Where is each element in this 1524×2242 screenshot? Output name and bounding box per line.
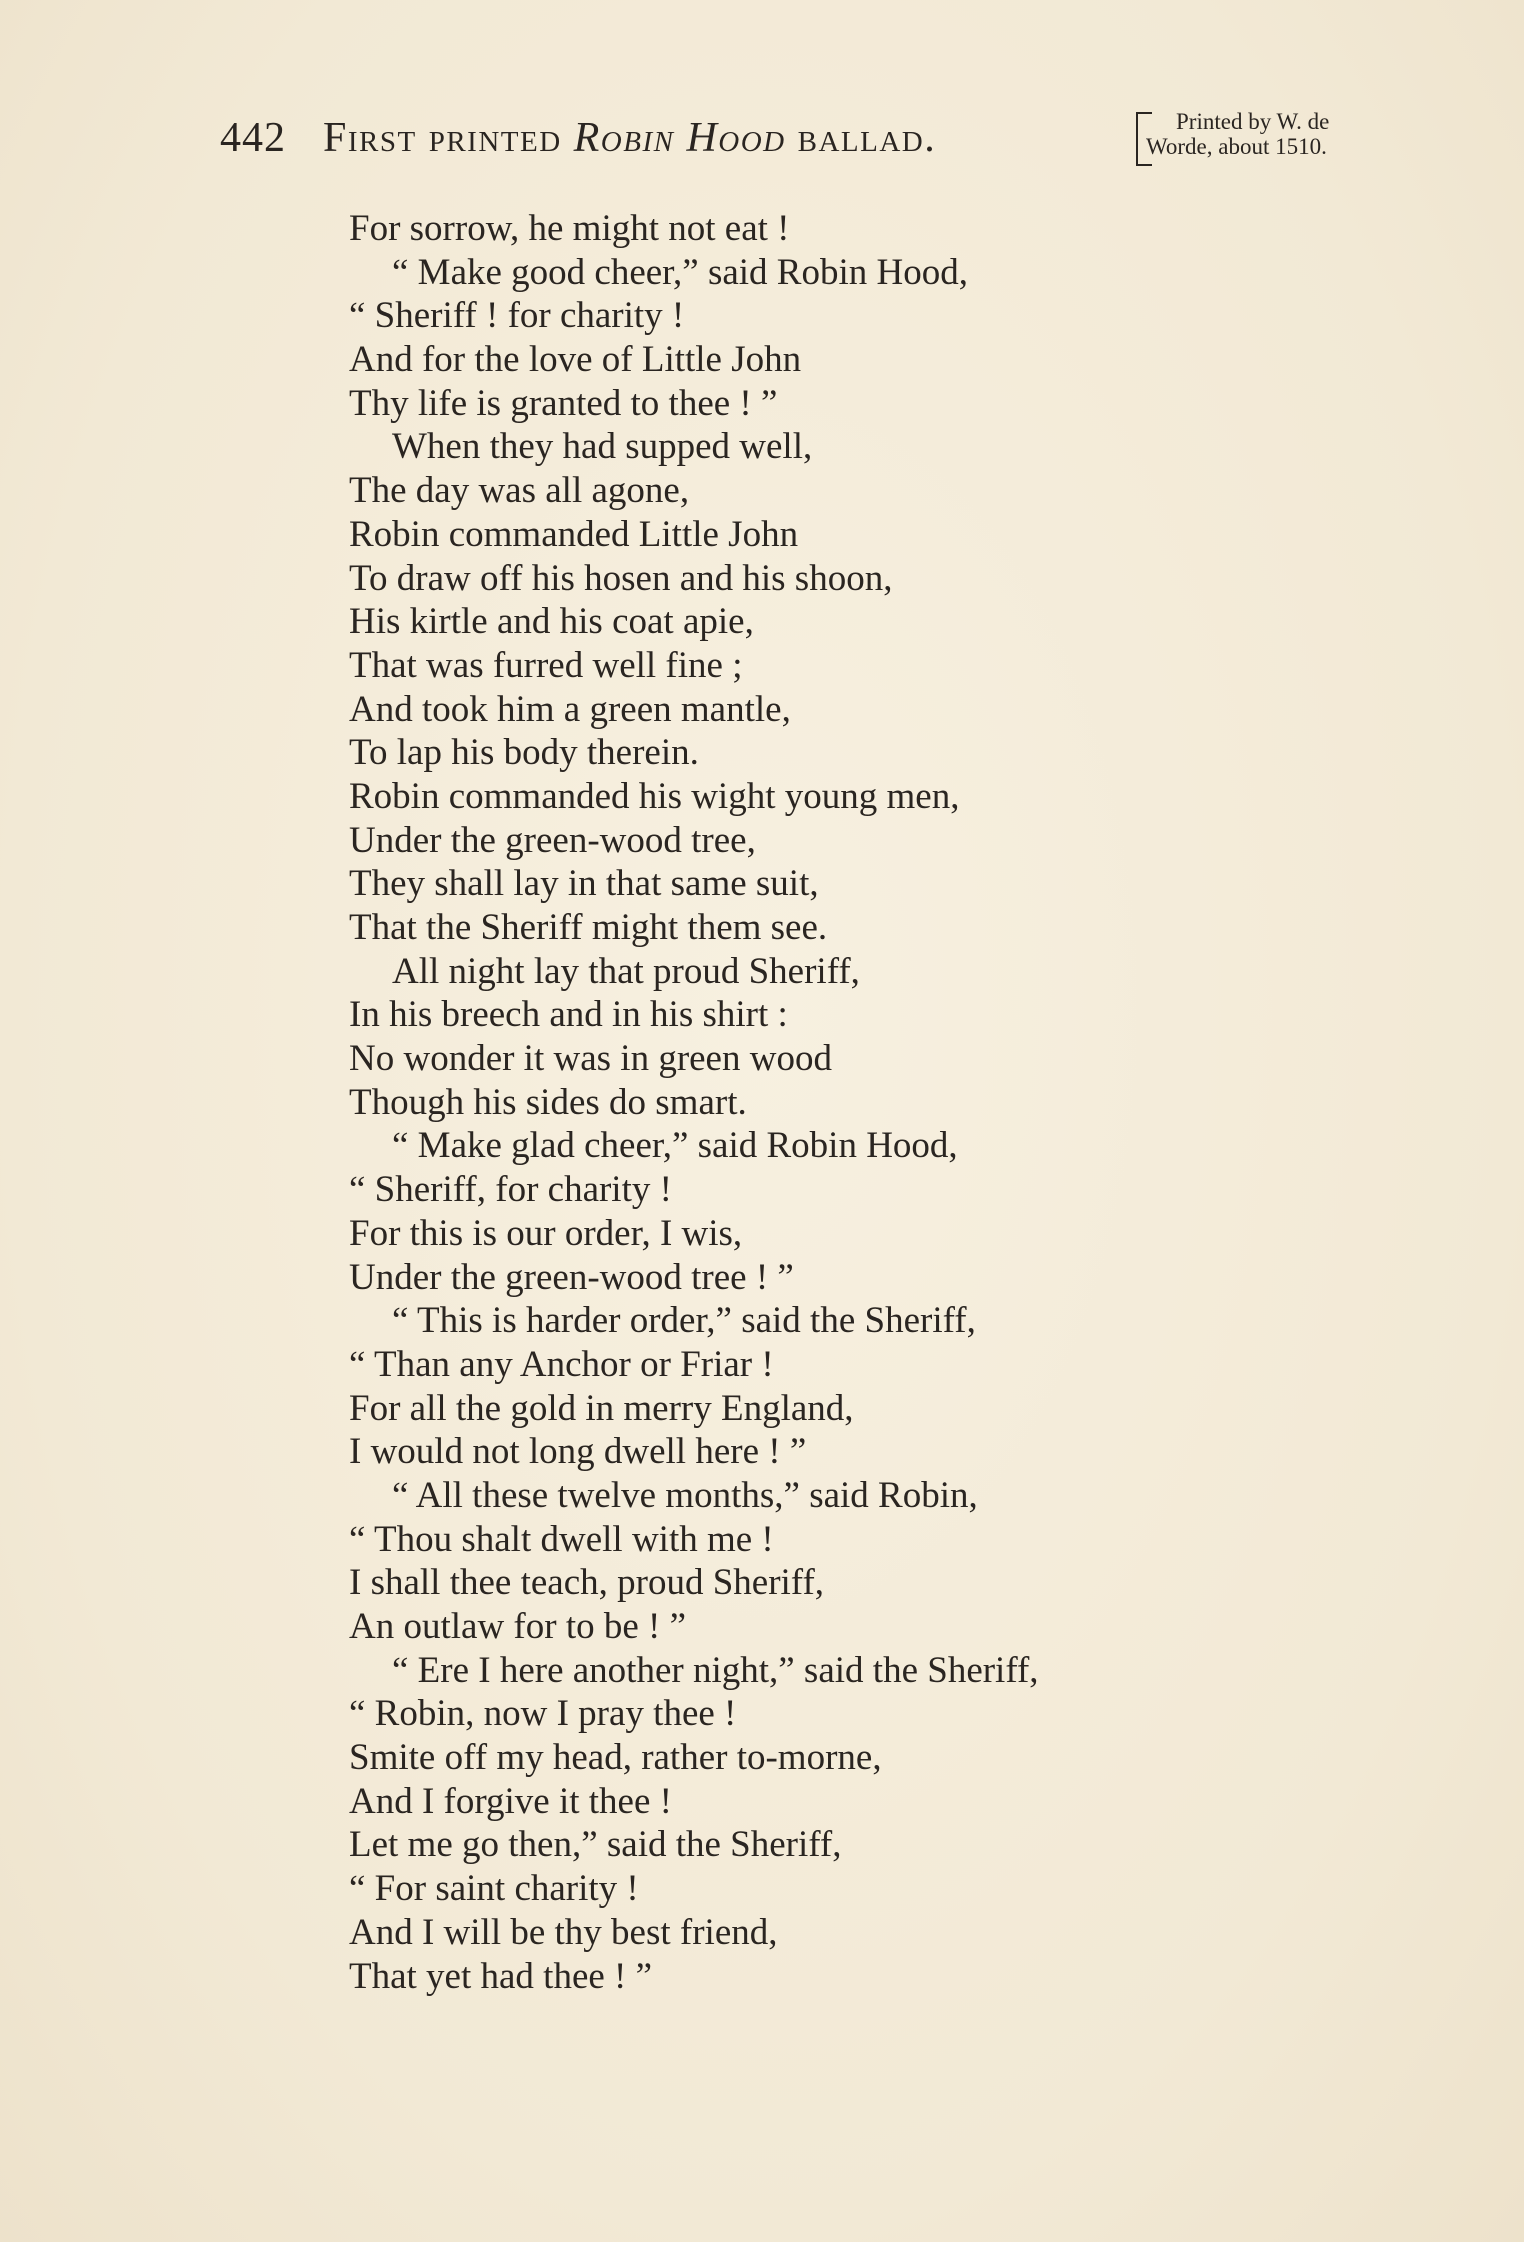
poem-line: Let me go then,” said the Sheriff,: [349, 1824, 842, 1866]
poem-line: For sorrow, he might not eat !: [349, 208, 790, 249]
poem-line: That the Sheriff might them see.: [349, 907, 828, 948]
poem-line: No wonder it was in green wood: [349, 1038, 832, 1080]
side-note-line2: Worde, about 1510.: [1146, 134, 1327, 159]
poem-line: For this is our order, I wis,: [349, 1212, 743, 1254]
poem-line: To lap his body therein.: [349, 732, 699, 774]
poem-line: Thy life is granted to thee ! ”: [349, 382, 778, 424]
poem-line: That was furred well fine ;: [349, 644, 743, 686]
poem-line: To draw off his hosen and his shoon,: [349, 557, 893, 599]
poem-line: “ Thou shalt dwell with me !: [349, 1518, 774, 1560]
poem-line: Smite off my head, rather to-morne,: [349, 1737, 882, 1779]
poem-line: When they had supped well,: [392, 426, 813, 468]
poem-line: Under the green-wood tree,: [349, 819, 756, 861]
poem-line: “ Make glad cheer,” said Robin Hood,: [392, 1125, 958, 1167]
poem-line: “ This is harder order,” said the Sheriff,: [392, 1300, 976, 1342]
title-part1: First printed: [323, 115, 574, 161]
poem-line: I shall thee teach, proud Sheriff,: [349, 1562, 825, 1604]
poem-line: “ Robin, now I pray thee !: [349, 1693, 737, 1735]
poem-line: “ Than any Anchor or Friar !: [349, 1343, 774, 1385]
poem-text: [349, 207, 1349, 1998]
poem-line: In his breech and in his shirt :: [349, 994, 788, 1036]
side-note: [1136, 108, 1416, 166]
poem-line: “ All these twelve months,” said Robin,: [392, 1474, 978, 1516]
poem-line: And for the love of Little John: [349, 339, 802, 381]
poem-line: “ Sheriff ! for charity !: [349, 295, 685, 337]
poem-line: The day was all agone,: [349, 470, 690, 512]
page-number: 442: [220, 115, 286, 161]
poem-line: Robin commanded Little John: [349, 513, 799, 555]
poem-line: “ Make good cheer,” said Robin Hood,: [392, 251, 968, 293]
poem-line: Though his sides do smart.: [349, 1081, 747, 1123]
poem-line: I would not long dwell here ! ”: [349, 1431, 807, 1473]
poem-line: And took him a green mantle,: [349, 688, 791, 730]
poem-line: An outlaw for to be ! ”: [349, 1606, 687, 1647]
running-header: [220, 108, 1420, 168]
side-note-line1: Printed by W. de: [1176, 109, 1330, 134]
poem-line: Robin commanded his wight young men,: [349, 775, 960, 817]
poem-line: That yet had thee ! ”: [349, 1955, 653, 1997]
running-title: [323, 114, 936, 162]
poem-line: “ Ere I here another night,” said the Sheriff,: [392, 1649, 1039, 1691]
title-part2: ballad.: [785, 115, 937, 161]
poem-line: “ Sheriff, for charity !: [349, 1169, 672, 1211]
poem-line: And I will be thy best friend,: [349, 1911, 778, 1953]
poem-line: Under the green-wood tree ! ”: [349, 1256, 794, 1298]
poem-line: His kirtle and his coat apie,: [349, 601, 754, 643]
poem-line: For all the gold in merry England,: [349, 1387, 854, 1429]
poem-line: All night lay that proud Sheriff,: [392, 950, 860, 992]
poem-line: And I forgive it thee !: [349, 1780, 672, 1822]
poem-line: “ For saint charity !: [349, 1868, 639, 1910]
poem-line: They shall lay in that same suit,: [349, 863, 819, 905]
title-italic: Robin Hood: [573, 115, 786, 161]
